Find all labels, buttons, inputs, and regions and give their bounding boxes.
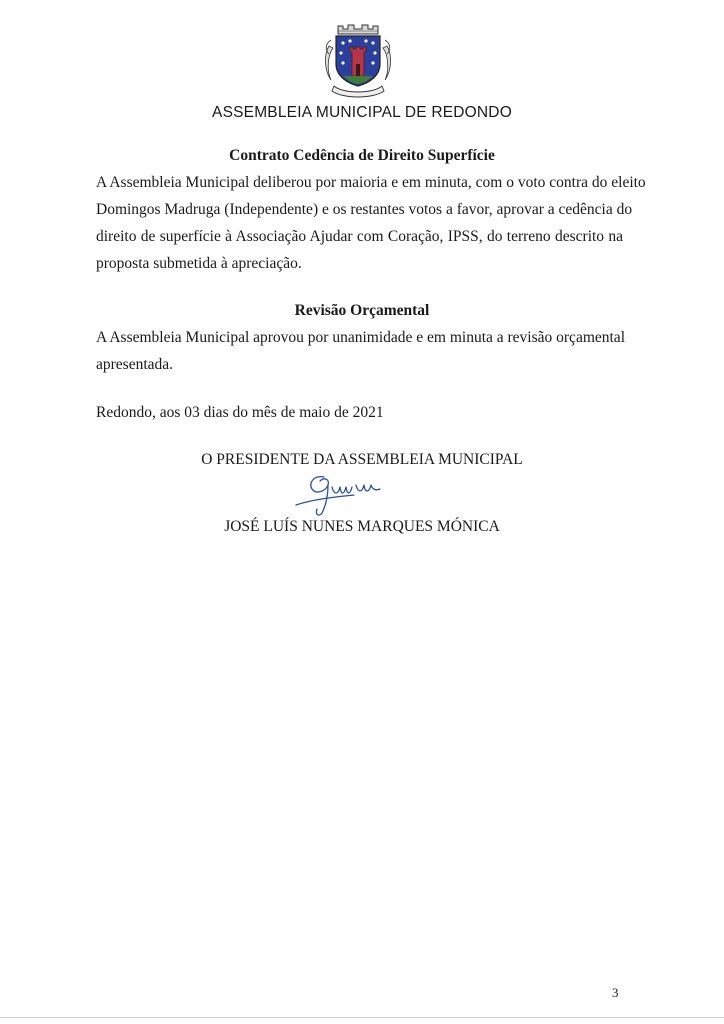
signer-name: JOSÉ LUÍS NUNES MARQUES MÓNICA: [224, 518, 500, 535]
date-line: Redondo, aos 03 dias do mês de maio de 2021: [96, 404, 384, 421]
paragraph-line: A Assembleia Municipal aprovou por unanimidade e em minuta a revisão orçamental: [96, 329, 625, 346]
organization-title: ASSEMBLEIA MUNICIPAL DE REDONDO: [212, 104, 512, 121]
page-number: 3: [612, 985, 619, 1000]
scan-edge-line: [0, 1017, 724, 1018]
paragraph-line: Domingos Madruga (Independente) e os restantes votos a favor, aprovar a cedência do: [96, 201, 633, 218]
paragraph-line: A Assembleia Municipal deliberou por maioria e em minuta, com o voto contra do eleito: [96, 174, 646, 191]
municipal-crest-icon: [321, 20, 395, 100]
paragraph-contrato: [96, 169, 646, 277]
president-role: O PRESIDENTE DA ASSEMBLEIA MUNICIPAL: [201, 451, 523, 468]
paragraph-line: apresentada.: [96, 356, 174, 373]
handwritten-signature-icon: [284, 471, 399, 517]
paragraph-revisao: [96, 324, 623, 378]
section-title-contrato: Contrato Cedência de Direito Superfície: [229, 147, 495, 164]
section-title-revisao: Revisão Orçamental: [294, 302, 430, 319]
paragraph-line: proposta submetida à apreciação.: [96, 255, 302, 272]
paragraph-line: direito de superfície à Associação Ajudar com Coração, IPSS, do terreno descrito na: [96, 228, 623, 245]
